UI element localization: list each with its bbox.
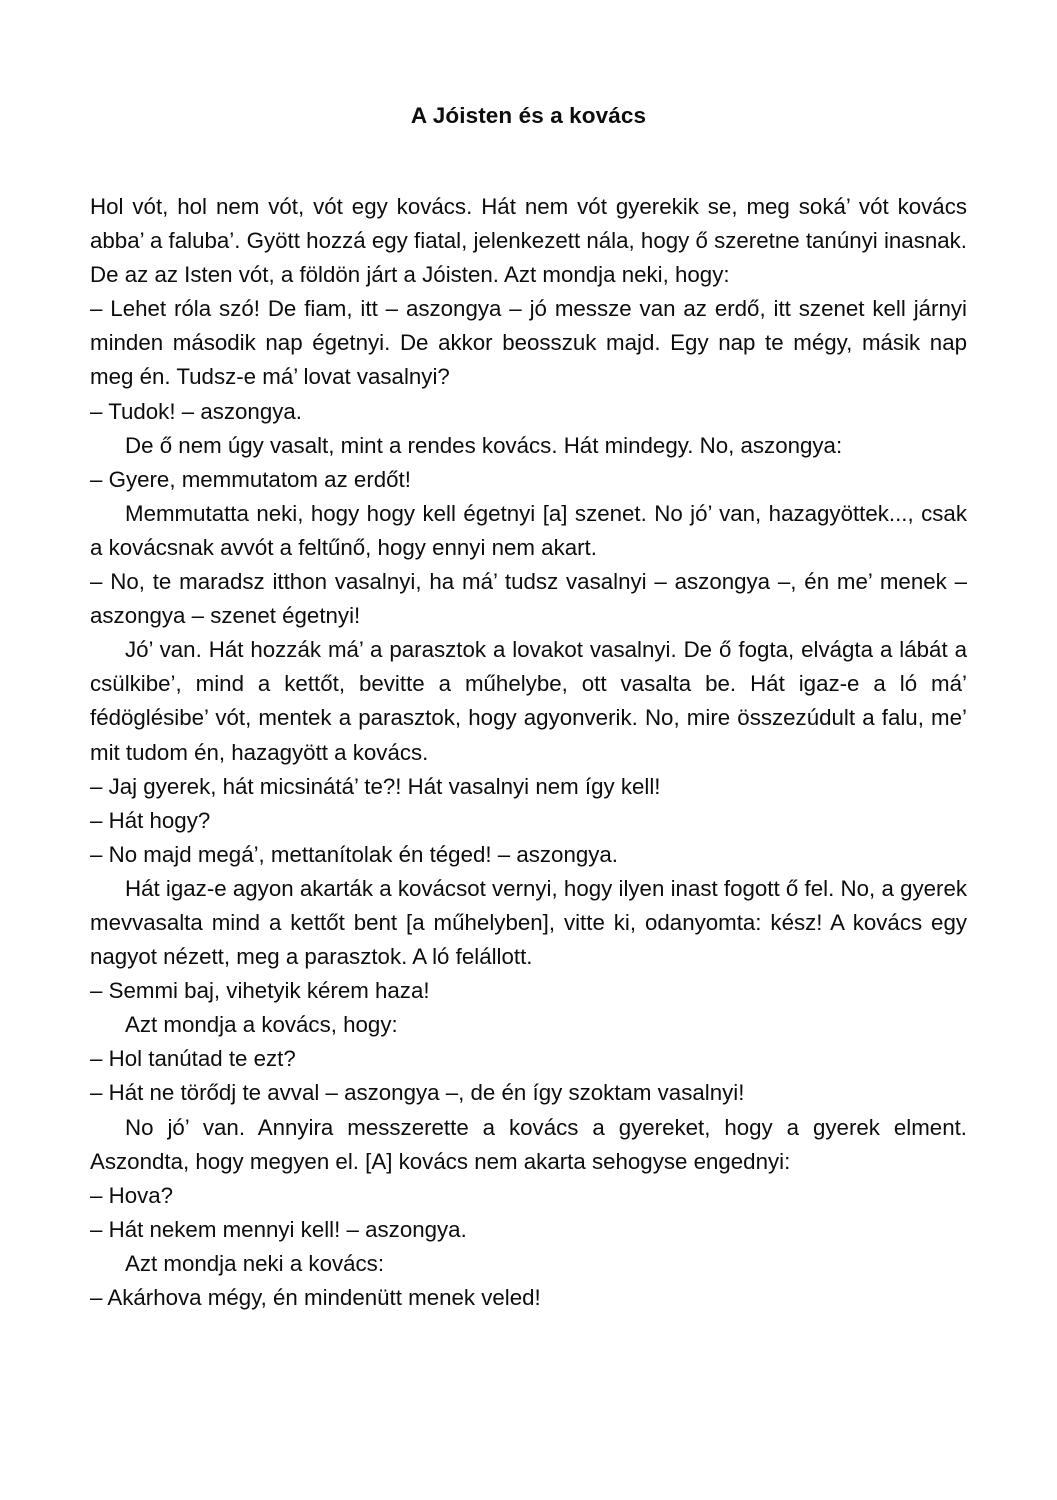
paragraph: Hol vót, hol nem vót, vót egy kovács. Hát nem vót gyerekik se, meg soká’ vót kovács abba’ a faluba’. Gyött hozzá egy fiatal, jelenkezett nála, hogy ő szeretne tanúnyi inasnak. De az az Isten vót, a földön járt a Jóisten. Azt mondja neki, hogy: [90, 194, 967, 288]
paragraph: – Gyere, memmutatom az erdőt! [90, 466, 411, 492]
paragraph: Jó’ van. Hát hozzák má’ a parasztok a lovakot vasalnyi. De ő fogta, elvágta a lábát a csülkibe’, mind a kettőt, bevitte a műhelybe, ott vasalta be. Hát igaz-e a ló má’ fédöglésibe’ vót, mentek a parasztok, hogy agyonverik. No, mire összezúdult a falu, me’ mit tudom én, hazagyött a kovács. [90, 637, 967, 765]
paragraph: – Hát ne törődj te avval – aszongya –, de én így szoktam vasalnyi! [90, 1080, 745, 1106]
paragraph: – Jaj gyerek, hát micsinátá’ te?! Hát vasalnyi nem így kell! [90, 773, 661, 799]
paragraph: – Hát nekem mennyi kell! – aszongya. [90, 1216, 467, 1242]
paragraph: – Hova? [90, 1182, 174, 1208]
paragraph: – Semmi baj, vihetyik kérem haza! [90, 978, 430, 1004]
paragraph: – Hát hogy? [90, 807, 211, 833]
paragraph: – No, te maradsz itthon vasalnyi, ha má’ tudsz vasalnyi – aszongya –, én me’ menek – aszongya – szenet égetnyi! [90, 569, 967, 629]
page-title: A Jóisten és a kovács [410, 103, 647, 129]
paragraph: Memmutatta neki, hogy hogy kell égetnyi [a] szenet. No jó’ van, hazagyöttek..., csak a kovácsnak avvót a feltűnő, hogy ennyi nem akart. [90, 500, 967, 560]
paragraph: De ő nem úgy vasalt, mint a rendes kovács. Hát mindegy. No, aszongya: [125, 432, 843, 458]
paragraph: Azt mondja neki a kovács: [125, 1250, 385, 1276]
paragraph: – No majd megá’, mettanítolak én téged! – aszongya. [90, 841, 619, 867]
paragraph: – Tudok! – aszongya. [90, 398, 302, 424]
paragraph: – Akárhova mégy, én mindenütt menek veled! [90, 1285, 541, 1310]
paragraph: – Lehet róla szó! De fiam, itt – aszongya – jó messze van az erdő, itt szenet kell járnyi minden második nap égetnyi. De akkor beosszuk majd. Egy nap te mégy, másik nap meg én. Tudsz-e má’ lovat vasalnyi? [90, 296, 967, 390]
paragraph: No jó’ van. Annyira messzerette a kovács a gyereket, hogy a gyerek elment. Aszondta, hogy megyen el. [A] kovács nem akarta sehogyse engednyi: [90, 1114, 967, 1174]
document-body [90, 190, 967, 1315]
paragraph: Azt mondja a kovács, hogy: [125, 1012, 398, 1038]
paragraph: Hát igaz-e agyon akarták a kovácsot vernyi, hogy ilyen inast fogott ő fel. No, a gyerek mevvasalta mind a kettőt bent [a műhelyben], vitte ki, odanyomta: kész! A kovács egy nagyot nézett, meg a parasztok. A ló felállott. [90, 875, 967, 970]
paragraph: – Hol tanútad te ezt? [90, 1046, 296, 1072]
